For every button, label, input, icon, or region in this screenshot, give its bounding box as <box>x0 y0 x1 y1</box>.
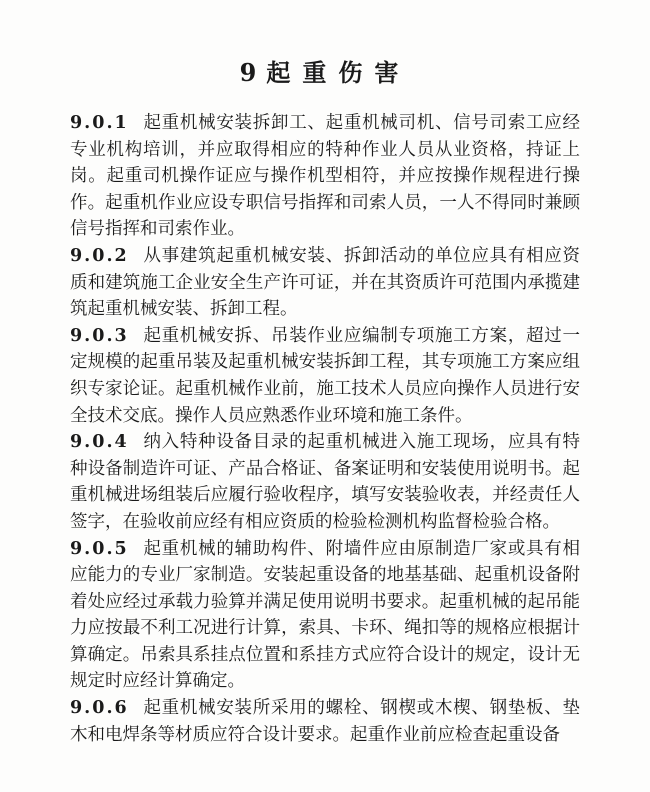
clause-text: 纳入特种设备目录的起重机械进入施工现场，应具有特种设备制造许可证、产品合格证、备案证明和安装使用说明书。起重机械进场组装后应履行验收程序，填写安装验收表，并经责任人签字，在验收前应经有相应资质的检验检测机构监督检验合格。 <box>70 432 580 532</box>
clause-text: 起重机械安装所采用的螺栓、钢楔或木楔、钢垫板、垫木和电焊条等材质应符合设计要求。起重作业前应检查起重设备 <box>70 698 580 745</box>
clause-text: 起重机械的辅助构件、附墙件应由原制造厂家或具有相应能力的专业厂家制造。安装起重设备的地基基础、起重机设备附着处应经过承载力验算并满足使用说明书要求。起重机械的起吊能力应按最不利工况进行计算，索具、卡环、绳扣等的规格应根据计算确定。吊索具系挂点位置和系挂方式应符合设计的规定，设计无规定时应经计算确定。 <box>70 538 580 692</box>
clause-text: 起重机械安装拆卸工、起重机械司机、信号司索工应经专业机构培训，并应取得相应的特种作业人员从业资格，持证上岗。起重司机操作证应与操作机型相符，并应按操作规程进行操作。起重机作业应设专职信号指挥和司索人员，一人不得同时兼顾信号指挥和司索作业。 <box>70 113 580 240</box>
clause-9-0-3 <box>70 323 580 429</box>
clause-9-0-5 <box>70 536 580 696</box>
clause-text: 从事建筑起重机械安装、拆卸活动的单位应具有相应资质和建筑施工企业安全生产许可证，并在其资质许可范围内承揽建筑起重机械安装、拆卸工程。 <box>70 245 580 320</box>
clause-number: 9.0.6 <box>70 698 129 719</box>
clause-number: 9.0.2 <box>70 245 129 266</box>
clause-number: 9.0.1 <box>70 113 129 133</box>
chapter-title <box>0 56 650 90</box>
chapter-title-text: 起重伤害 <box>266 58 411 88</box>
clause-number: 9.0.5 <box>70 538 129 559</box>
clause-9-0-6 <box>70 695 580 748</box>
clause-9-0-4 <box>70 429 580 535</box>
clause-9-0-1 <box>70 110 580 243</box>
chapter-number: 9 <box>239 58 257 88</box>
clause-text: 起重机械安拆、吊装作业应编制专项施工方案，超过一定规模的起重吊装及起重机械安装拆卸工程，其专项施工方案应组织专家论证。起重机械作业前，施工技术人员应向操作人员进行安全技术交底。操作人员应熟悉作业环境和施工条件。 <box>70 325 580 426</box>
clause-list <box>70 110 580 748</box>
clause-number: 9.0.3 <box>70 325 129 346</box>
clause-9-0-2 <box>70 243 580 323</box>
clause-number: 9.0.4 <box>70 432 129 453</box>
